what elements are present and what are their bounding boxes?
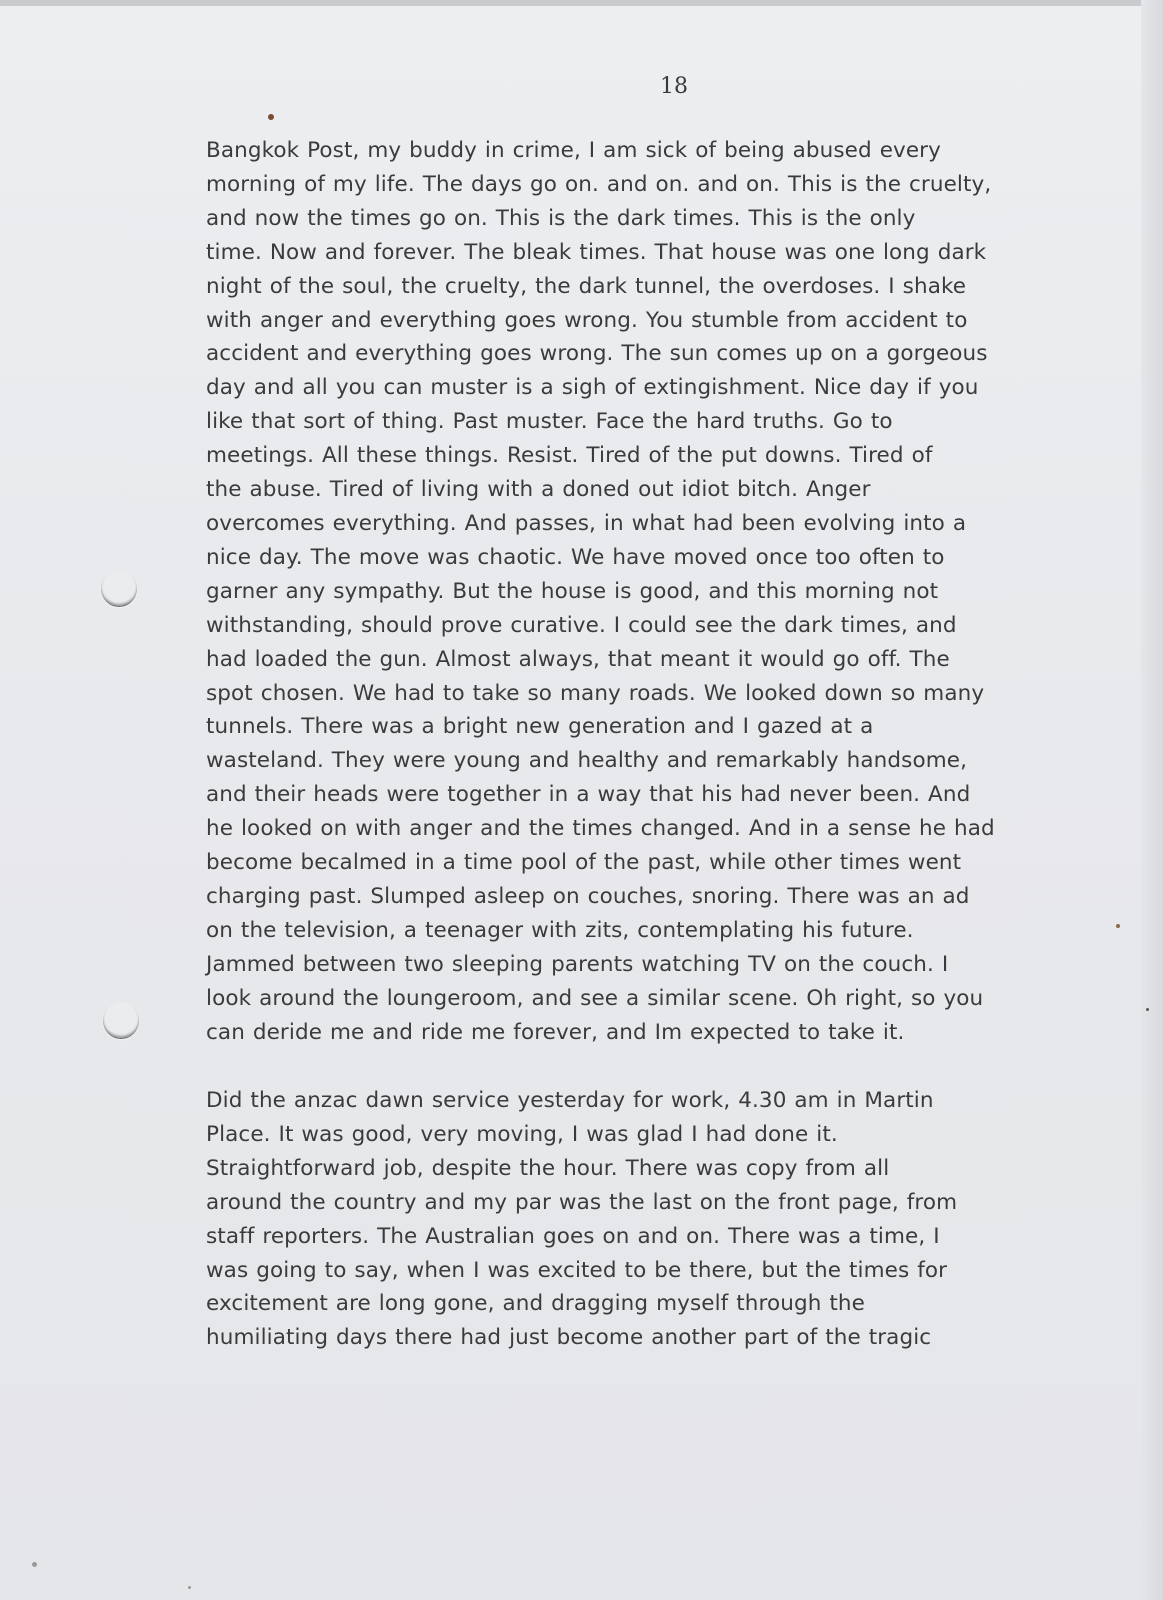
- paper-speck: [1116, 924, 1120, 928]
- paragraph-1: [206, 134, 1036, 1049]
- text-line: Straightforward job, despite the hour. There was copy from all: [206, 1155, 890, 1181]
- text-line: time. Now and forever. The bleak times. That house was one long dark: [206, 239, 987, 265]
- text-line: tunnels. There was a bright new generation and I gazed at a: [206, 714, 874, 740]
- text-line: become becalmed in a time pool of the past, while other times went: [206, 850, 962, 876]
- text-line: day and all you can muster is a sigh of extingishment. Nice day if you: [206, 375, 979, 401]
- text-line: Place. It was good, very moving, I was glad I had done it.: [206, 1121, 838, 1147]
- ink-speck: [268, 114, 274, 120]
- text-line: nice day. The move was chaotic. We have moved once too often to: [206, 544, 945, 570]
- text-line: accident and everything goes wrong. The sun comes up on a gorgeous: [206, 341, 988, 367]
- punch-hole-lower: [103, 1002, 139, 1039]
- scan-top-edge: [0, 0, 1163, 6]
- text-line: Did the anzac dawn service yesterday for work, 4.30 am in Martin: [206, 1088, 934, 1113]
- text-line: and their heads were together in a way that his had never been. And: [206, 782, 971, 808]
- text-line: excitement are long gone, and dragging myself through the: [206, 1291, 865, 1317]
- text-line: with anger and everything goes wrong. You stumble from accident to: [206, 307, 968, 333]
- text-line: can deride me and ride me forever, and Im expected to take it.: [206, 1019, 905, 1045]
- text-line: had loaded the gun. Almost always, that meant it would go off. The: [206, 646, 950, 672]
- text-line: overcomes everything. And passes, in what had been evolving into a: [206, 510, 967, 536]
- paper-speck: [1146, 1008, 1149, 1011]
- text-line: Bangkok Post, my buddy in crime, I am sick of being abused every: [206, 138, 941, 163]
- punch-hole-upper: [101, 570, 137, 607]
- text-line: garner any sympathy. But the house is good, and this morning not: [206, 578, 939, 604]
- text-line: the abuse. Tired of living with a doned out idiot bitch. Anger: [206, 477, 871, 503]
- text-line: humiliating days there had just become another part of the tragic: [206, 1325, 932, 1351]
- text-line: wasteland. They were young and healthy and remarkably handsome,: [206, 748, 968, 774]
- text-line: night of the soul, the cruelty, the dark tunnel, the overdoses. I shake: [206, 273, 967, 299]
- text-line: on the television, a teenager with zits, contemplating his future.: [206, 917, 914, 943]
- page-number: 18: [660, 74, 688, 99]
- text-line: around the country and my par was the last on the front page, from: [206, 1189, 958, 1215]
- text-line: Jammed between two sleeping parents watching TV on the couch. I: [206, 951, 949, 977]
- paragraph-2: [206, 1084, 1036, 1355]
- paper-speck: [32, 1562, 37, 1567]
- text-line: withstanding, should prove curative. I could see the dark times, and: [206, 612, 957, 638]
- text-line: like that sort of thing. Past muster. Face the hard truths. Go to: [206, 409, 893, 435]
- text-line: charging past. Slumped asleep on couches, snoring. There was an ad: [206, 883, 970, 909]
- scan-right-edge: [1141, 0, 1163, 1600]
- text-line: spot chosen. We had to take so many roads. We looked down so many: [206, 680, 985, 706]
- text-line: staff reporters. The Australian goes on and on. There was a time, I: [206, 1223, 940, 1249]
- text-line: he looked on with anger and the times changed. And in a sense he had: [206, 816, 995, 842]
- text-line: was going to say, when I was excited to be there, but the times for: [206, 1257, 948, 1283]
- text-line: look around the loungeroom, and see a similar scene. Oh right, so you: [206, 985, 984, 1011]
- paper-speck: [188, 1586, 191, 1589]
- text-line: meetings. All these things. Resist. Tired of the put downs. Tired of: [206, 443, 933, 469]
- text-line: morning of my life. The days go on. and on. and on. This is the cruelty,: [206, 171, 992, 197]
- text-line: and now the times go on. This is the dark times. This is the only: [206, 205, 916, 231]
